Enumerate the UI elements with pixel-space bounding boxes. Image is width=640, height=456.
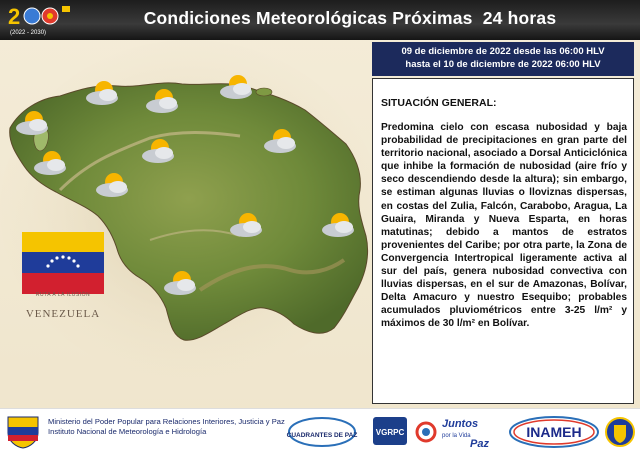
juntos-text3: Paz (470, 438, 489, 450)
inameh-logo (508, 415, 600, 449)
forecast-period-box (372, 42, 634, 76)
cuadrantes-logo (286, 415, 358, 449)
venezuela-logo-text: VENEZUELA (25, 308, 101, 320)
header-bar (0, 0, 640, 40)
period-start: 09 de diciembre de 2022 desde las 06:00 HLV (401, 46, 605, 57)
footer-bar (0, 408, 640, 456)
period-end: hasta el 10 de diciembre de 2022 06:00 HLV (405, 59, 601, 70)
situation-body: Predomina cielo con escasa nubosidad y baja probabilidad de precipitaciones en gran parte del territorio nacional, asociado a Dorsal Anticiclónica que inhibe la formación de nubosidad (aire frío y seco descendiendo desde la altura); sin embargo, se estiman algunas lluvias o lloviznas dispersas, en costas del Zulia, Falcón, Carabobo, Aragua, La Guaira, Miranda y Nueva Esparta, en horas matutinas; debido a mantos de estratos provenientes del Caribe; por otra parte, la Zona de Convergencia Intertropical ligeramente activa al sur del país, genera nubosidad convectiva con lluvias dispersas, en el sur de Amazonas, Bolívar, Delta Amacuro y nuestro Esequibo; probables acumulados pluviométricos entre 3-25 l/m² y máximos de 30 l/m² en Bolívar. (381, 122, 627, 330)
ministry-text (48, 417, 285, 437)
ministry-line1: Ministerio del Poder Popular para Relaciones Interiores, Justicia y Paz (48, 417, 285, 426)
vgrpc-logo (372, 415, 408, 449)
venezuela-logo-tagline: RUTA A LA ILUSIÓN (35, 292, 91, 298)
cuadrantes-text: CUADRANTES DE PAZ (286, 432, 358, 439)
svg-text:2: 2 (8, 4, 21, 29)
situation-panel (372, 78, 634, 404)
venezuela-brand-logo (20, 292, 106, 336)
venezuela-map (0, 40, 372, 408)
vgrpc-text: VGRPC (375, 428, 405, 437)
ministry-shield-icon (4, 415, 42, 449)
logo-years: (2022 - 2030) (10, 30, 47, 36)
coat-of-arms-icon (604, 415, 636, 449)
venezuela-flag (22, 232, 104, 294)
situation-heading: SITUACIÓN GENERAL: (381, 97, 497, 109)
inameh-text: INAMEH (526, 424, 582, 440)
ministry-line2: Instituto Nacional de Meteorología e Hidrología (48, 427, 207, 436)
page-title: Condiciones Meteorológicas Próximas 24 horas (143, 8, 557, 28)
bicentennial-logo (4, 2, 76, 36)
juntos-logo (414, 413, 506, 451)
juntos-text2: por la Vida (442, 433, 471, 439)
juntos-text: Juntos (442, 418, 479, 430)
